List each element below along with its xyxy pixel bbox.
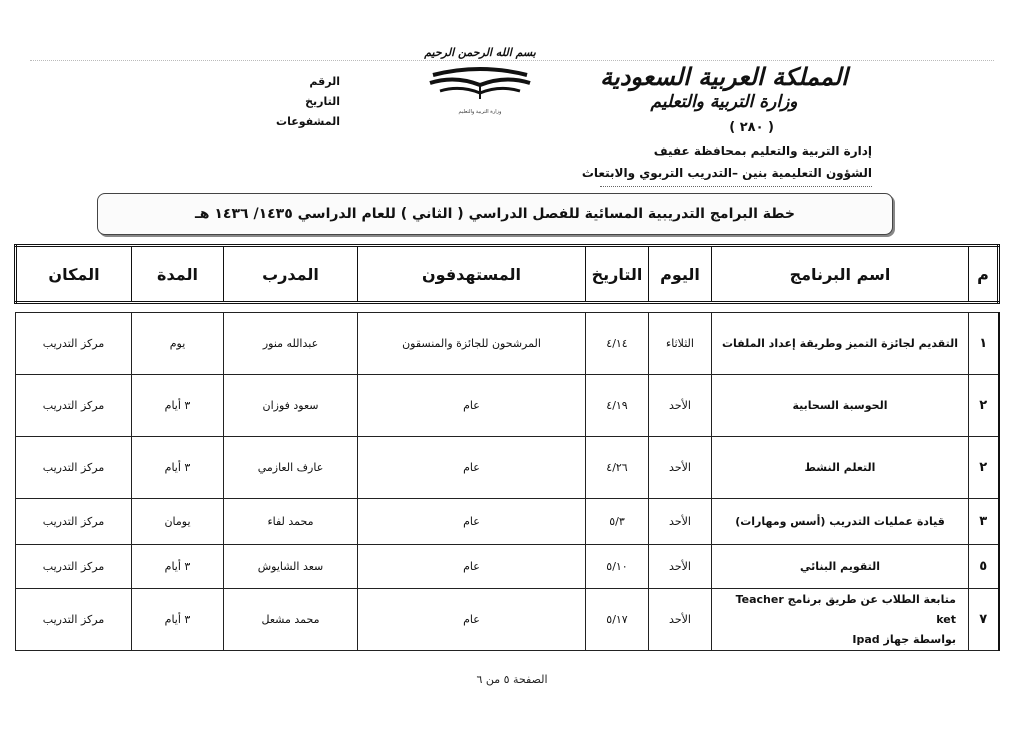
ministry-logo bbox=[415, 46, 545, 126]
table-row bbox=[16, 499, 999, 545]
cell-trainer: سعد الشايوش bbox=[224, 545, 358, 589]
cell-date: ٥/١٧ bbox=[586, 589, 649, 651]
cell-date: ٥/٣ bbox=[586, 499, 649, 545]
cell-program: التعلم النشط bbox=[712, 437, 969, 499]
cell-trainer: عبدالله منور bbox=[224, 313, 358, 375]
open-book-icon bbox=[425, 63, 535, 103]
department-name: الشؤون التعليمية بنين –التدريب التربوي والابتعاث bbox=[581, 166, 872, 180]
header-program: اسم البرنامج bbox=[712, 246, 969, 303]
table-row bbox=[16, 545, 999, 589]
cell-date: ٤/١٩ bbox=[586, 375, 649, 437]
cell-date: ٤/٢٦ bbox=[586, 437, 649, 499]
header-day: اليوم bbox=[649, 246, 712, 303]
cell-trainer: محمد مشعل bbox=[224, 589, 358, 651]
cell-day: الأحد bbox=[649, 589, 712, 651]
cell-day: الثلاثاء bbox=[649, 313, 712, 375]
cell-duration: يوم bbox=[132, 313, 224, 375]
ministry-name: وزارة التربية والتعليم bbox=[650, 92, 798, 112]
cell-program: التقديم لجائزة التميز وطريقة إعداد الملفات bbox=[712, 313, 969, 375]
cell-day: الأحد bbox=[649, 375, 712, 437]
cell-program: التقويم البنائي bbox=[712, 545, 969, 589]
cell-place: مركز التدريب bbox=[16, 313, 132, 375]
header-duration: المدة bbox=[132, 246, 224, 303]
cell-duration: ٣ أيام bbox=[132, 545, 224, 589]
cell-day: الأحد bbox=[649, 545, 712, 589]
cell-program: قيادة عمليات التدريب (أسس ومهارات) bbox=[712, 499, 969, 545]
cell-num: ١ bbox=[969, 313, 999, 375]
cell-place: مركز التدريب bbox=[16, 375, 132, 437]
cell-target: المرشحون للجائزة والمنسقون bbox=[358, 313, 586, 375]
cell-place: مركز التدريب bbox=[16, 437, 132, 499]
cell-trainer: محمد لفاء bbox=[224, 499, 358, 545]
field-number: الرقم bbox=[309, 75, 340, 88]
header-target: المستهدفون bbox=[358, 246, 586, 303]
cell-target: عام bbox=[358, 499, 586, 545]
header-num: م bbox=[969, 246, 999, 303]
cell-date: ٥/١٠ bbox=[586, 545, 649, 589]
table-header-row bbox=[16, 246, 999, 303]
page-footer: الصفحة ٥ من ٦ bbox=[476, 673, 548, 686]
cell-trainer: عارف العازمي bbox=[224, 437, 358, 499]
cell-target: عام bbox=[358, 437, 586, 499]
cell-program: الحوسبة السحابية bbox=[712, 375, 969, 437]
cell-num: ٧ bbox=[969, 589, 999, 651]
letter-fields bbox=[270, 72, 340, 132]
administration-name: إدارة التربية والتعليم بمحافظة عفيف bbox=[653, 144, 872, 158]
cell-trainer: سعود فوزان bbox=[224, 375, 358, 437]
header-trainer: المدرب bbox=[224, 246, 358, 303]
cell-program bbox=[712, 589, 969, 651]
plan-title: خطة البرامج التدريبية المسائية للفصل الدراسي ( الثاني ) للعام الدراسي ١٤٣٥/ ١٤٣٦ هـ bbox=[97, 193, 893, 235]
cell-day: الأحد bbox=[649, 499, 712, 545]
cell-target: عام bbox=[358, 545, 586, 589]
cell-duration: ٣ أيام bbox=[132, 589, 224, 651]
table-row bbox=[16, 589, 999, 651]
table-row bbox=[16, 313, 999, 375]
field-attachments: المشفوعات bbox=[276, 115, 340, 128]
kingdom-name: المملكة العربية السعودية bbox=[600, 62, 848, 91]
cell-duration: ٣ أيام bbox=[132, 437, 224, 499]
cell-num: ٥ bbox=[969, 545, 999, 589]
header-place: المكان bbox=[16, 246, 132, 303]
cell-place: مركز التدريب bbox=[16, 589, 132, 651]
letterhead-right bbox=[574, 64, 874, 112]
cell-num: ٢ bbox=[969, 375, 999, 437]
field-date: التاريخ bbox=[305, 95, 340, 108]
table-gap bbox=[16, 303, 999, 313]
cell-target: عام bbox=[358, 375, 586, 437]
cell-day: الأحد bbox=[649, 437, 712, 499]
training-plan-table bbox=[14, 244, 997, 651]
cell-target: عام bbox=[358, 589, 586, 651]
cell-num: ٢ bbox=[969, 437, 999, 499]
cell-duration: ٣ أيام bbox=[132, 375, 224, 437]
cell-num: ٣ bbox=[969, 499, 999, 545]
header-date: التاريخ bbox=[586, 246, 649, 303]
table-row bbox=[16, 437, 999, 499]
cell-place: مركز التدريب bbox=[16, 545, 132, 589]
program-line-2: بواسطة جهاز Ipad bbox=[852, 632, 956, 646]
reference-number: ( ٢٨٠ ) bbox=[729, 120, 774, 135]
cell-place: مركز التدريب bbox=[16, 499, 132, 545]
program-line-1: متابعة الطلاب عن طريق برنامج Teacher ket bbox=[735, 592, 956, 626]
department-underline bbox=[600, 186, 872, 187]
cell-date: ٤/١٤ bbox=[586, 313, 649, 375]
basmala: بسم الله الرحمن الرحيم bbox=[424, 46, 536, 59]
cell-duration: يومان bbox=[132, 499, 224, 545]
table-row bbox=[16, 375, 999, 437]
logo-caption: وزارة التربية والتعليم bbox=[458, 109, 502, 115]
